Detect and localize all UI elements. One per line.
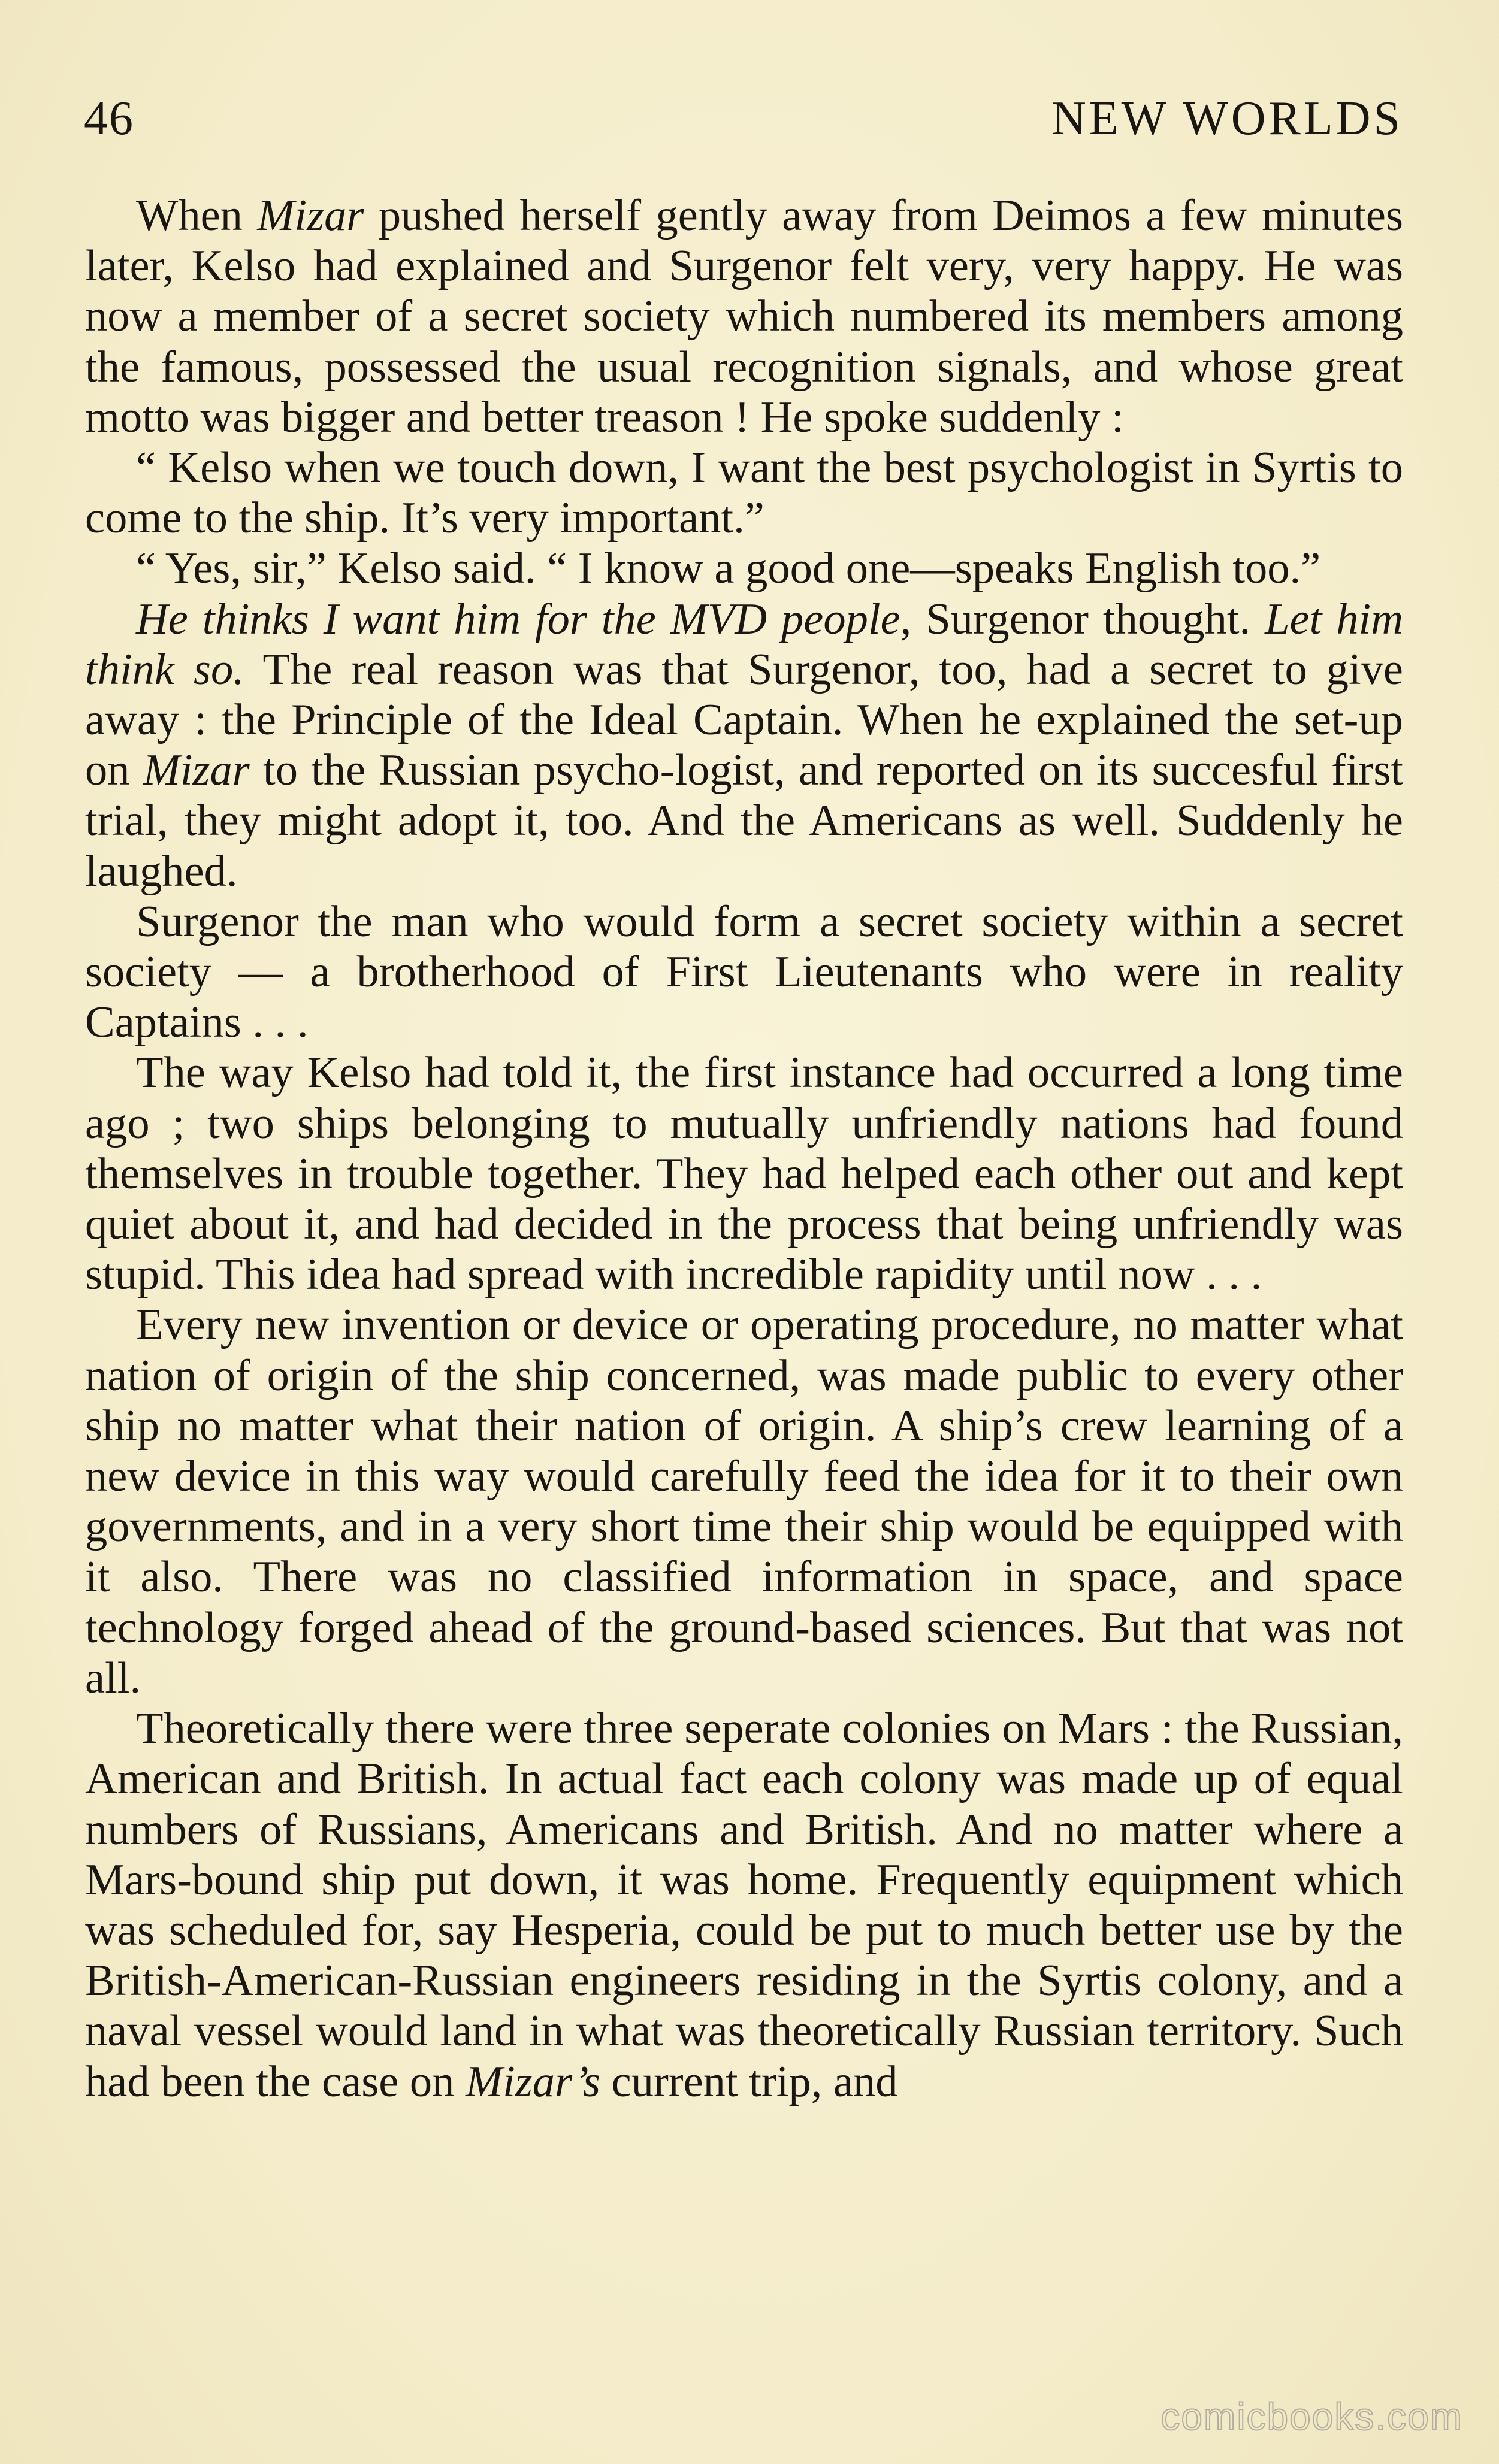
paragraph <box>85 443 1403 543</box>
italic-text: Mizar’s <box>466 2057 601 2106</box>
text-run: “ Kelso when we touch down, I want the best psychologist in Syrtis to come to the ship. It’s very important.” <box>85 443 1403 543</box>
italic-text: Let him think so. <box>85 594 1403 694</box>
text-run: Every new invention or device or operating procedure, no matter what nation of origin of the ship concerned, was made public to every other ship no matter what their nation of origin. A ship’s crew learning of a new device in this way would carefully feed the idea for it to their own governments, and in a very short time their ship would be equipped with it also. There was no classified information in space, and space technology forged ahead of the ground-based sciences. But that was not all. <box>85 1300 1403 1703</box>
page-number: 46 <box>84 92 134 145</box>
text-run: to the Russian psycho-logist, and reported on its succesful first trial, they might adopt it, too. And the Americans as well. Suddenly he laughed. <box>85 746 1404 896</box>
text-run: , Surgenor thought. <box>900 594 1265 644</box>
paragraph <box>85 897 1403 1048</box>
italic-text: Mizar <box>143 746 250 795</box>
body-text <box>85 190 1403 2107</box>
paragraph <box>85 594 1403 897</box>
text-run: current trip, and <box>600 2057 898 2106</box>
paragraph <box>85 1048 1403 1300</box>
paragraph <box>85 190 1403 443</box>
text-run: Surgenor the man who would form a secret society within a secret society — a brotherhood of First Lieutenants who were in reality Captains . . . <box>85 897 1403 1048</box>
text-run: pushed herself gently away from Deimos a few minutes later, Kelso had explained and Surgenor felt very, very happy. He was now a member of a secret society which numbered its members among the famous, possessed the usual recognition signals, and whose great motto was bigger and better treason ! He spoke suddenly : <box>85 191 1403 442</box>
text-run: “ Yes, sir,” Kelso said. “ I know a good one—speaks English too.” <box>136 544 1321 594</box>
running-title: NEW WORLDS <box>1051 92 1403 145</box>
italic-text: Mizar <box>257 191 364 240</box>
paragraph <box>85 1300 1403 1703</box>
text-run: The real reason was that Surgenor, too, had a secret to give away : the Principle of the Ideal Captain. When he explained the set-up on <box>85 644 1403 795</box>
text-run: Theoretically there were three seperate colonies on Mars : the Russian, American and British. In actual fact each colony was made up of equal numbers of Russians, Americans and British. And no matter where a Mars-bound ship put down, it was home. Frequently equipment which was scheduled for, say Hesperia, could be put to much better use by the British-American-Russian engineers residing in the Syrtis colony, and a naval vessel would land in what was theoretically Russian territory. Such had been the case on <box>85 1704 1403 2106</box>
paragraph <box>85 543 1403 594</box>
watermark: comicbooks.com <box>1160 2395 1463 2438</box>
italic-text: He thinks I want him for the MVD people <box>136 594 900 644</box>
page-header <box>84 89 1403 149</box>
text-run: The way Kelso had told it, the first instance had occurred a long time ago ; two ships belonging to mutually unfriendly nations had found themselves in trouble together. They had helped each other out and kept quiet about it, and had decided in the process that being unfriendly was stupid. This idea had spread with incredible rapidity until now . . . <box>85 1048 1403 1300</box>
text-run: When <box>136 191 258 240</box>
paragraph <box>85 1703 1403 2107</box>
